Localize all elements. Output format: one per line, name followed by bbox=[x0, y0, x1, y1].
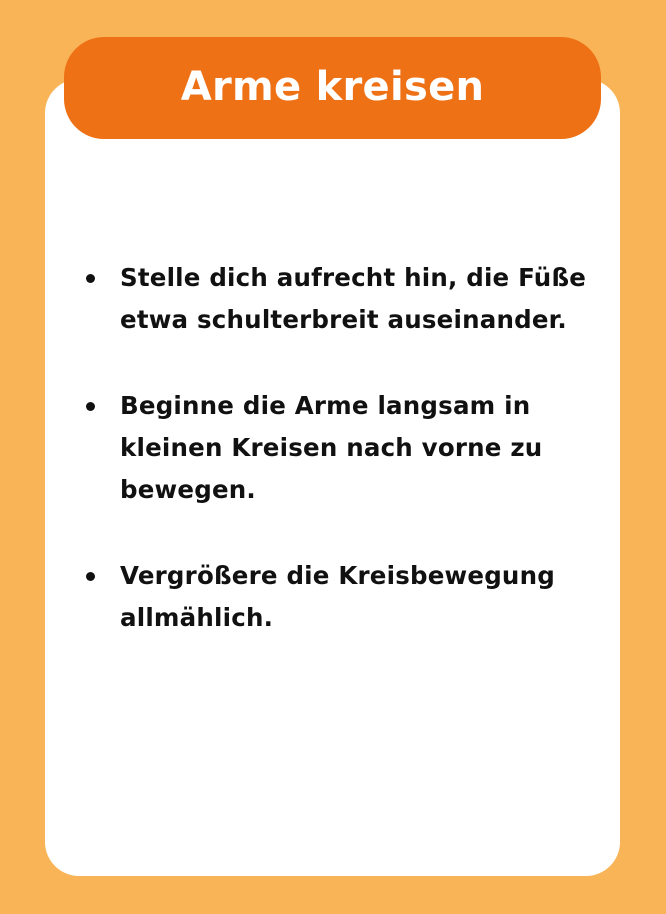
instruction-item bbox=[84, 385, 604, 511]
bullet-icon bbox=[86, 274, 95, 283]
exercise-title: Arme kreisen bbox=[180, 64, 485, 110]
instruction-item bbox=[84, 257, 604, 341]
instruction-text: Beginne die Arme langsam in kleinen Kreisen nach vorne zu bewegen. bbox=[120, 391, 543, 504]
instruction-list bbox=[84, 257, 604, 683]
instruction-item bbox=[84, 555, 604, 639]
title-banner bbox=[64, 37, 601, 139]
bullet-icon bbox=[86, 402, 95, 411]
instruction-text: Stelle dich aufrecht hin, die Füße etwa schulterbreit auseinander. bbox=[120, 263, 587, 334]
bullet-icon bbox=[86, 572, 95, 581]
instruction-text: Vergrößere die Kreisbewegung allmählich. bbox=[120, 561, 555, 632]
